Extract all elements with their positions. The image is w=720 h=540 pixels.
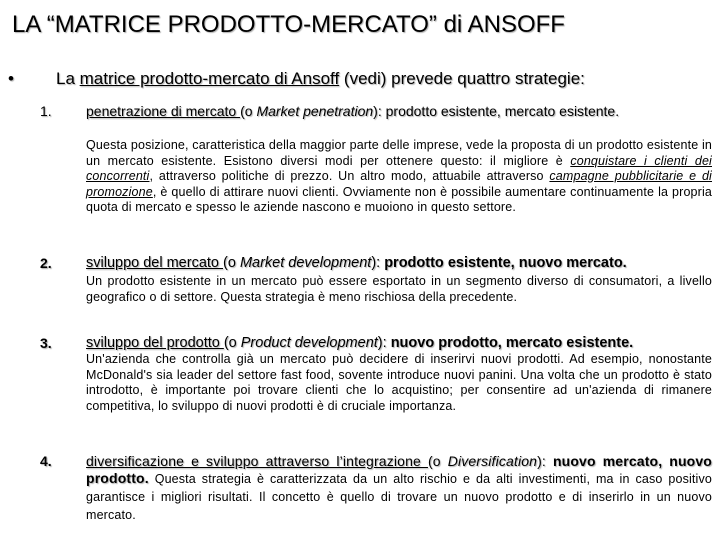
bullet-dot: •	[8, 69, 14, 88]
item-number: 4.	[40, 453, 52, 469]
item-close: ):	[371, 255, 385, 271]
item-close: ):	[377, 335, 391, 351]
item-link[interactable]: penetrazione di mercato	[86, 103, 241, 119]
item-open: (o	[223, 335, 241, 351]
item-body: Un'azienda che controlla già un mercato può decidere di inserirvi nuovi prodotti. Ad esempio, nonostante McDonald's sia leader del settore fast food, sovente introduce nuovi panini. Una volta che un prodotto è stato introdotto, è importante poi trovare clienti che lo acquistino; per consentire ad un'azienda di rimanere competitiva, lo sviluppo di nuovi prodotti è di cruciale importanza.	[86, 352, 712, 413]
item-summary: nuovo mercato, nuovo prodotto.	[86, 453, 712, 486]
ansoff-link[interactable]: matrice prodotto-mercato di Ansoff	[79, 69, 340, 88]
item-number: 2.	[40, 255, 52, 271]
item-open: (o	[427, 453, 448, 469]
item-number: 1.	[40, 103, 52, 119]
page-title: LA “MATRICE PRODOTTO-MERCATO” di ANSOFF	[12, 11, 565, 38]
intro-text	[56, 68, 585, 90]
intro-post: (vedi) prevede quattro strategie:	[339, 69, 585, 88]
item-heading	[86, 335, 706, 352]
item-english: Market development	[239, 255, 372, 271]
body-italic: conquistare i clienti dei concorrenti	[86, 153, 712, 183]
intro-pre: La	[56, 69, 80, 88]
item-summary: nuovo prodotto, mercato esistente.	[390, 335, 634, 351]
item-number: 3.	[40, 335, 52, 351]
item-body: Un prodotto esistente in un mercato può essere esportato in un segmento diverso di consumatori, a livello geografico o di settore. Questa strategia è meno rischiosa della precedente.	[86, 274, 712, 304]
item-link[interactable]: sviluppo del mercato	[86, 255, 224, 271]
body-italic: campagne pubblicitarie e di promozione	[86, 169, 712, 199]
item-close: ):	[373, 103, 386, 119]
item-open: (o	[223, 255, 240, 271]
item-link[interactable]: sviluppo del prodotto	[86, 335, 224, 351]
item-english: Product development	[240, 335, 378, 351]
item-heading	[86, 103, 706, 120]
item-body: Questa strategia è caratterizzata da un alto rischio e da alti investimenti, ma in caso positivo garantisce i migliori risultati. Il concetto è quello di trovare un nuovo prodotto e di inserirlo in un nuovo mercato.	[86, 472, 712, 522]
item-close: ):	[537, 453, 553, 469]
body-part: , attraverso politiche di prezzo. Un altro modo, attuabile attraverso	[149, 169, 550, 183]
item-summary: prodotto esistente, nuovo mercato.	[384, 255, 627, 271]
item-summary: prodotto esistente, mercato esistente.	[385, 103, 620, 119]
body-part: , è quello di attirare nuovi clienti. Ovviamente non è possibile aumentare continuamente la propria quota di mercato e spesso le aziende nascono e muoiono in questo settore.	[86, 184, 712, 214]
item-open: (o	[240, 103, 257, 119]
item-link[interactable]: diversificazione e sviluppo attraverso l’integrazione	[86, 453, 428, 469]
item-english: Market penetration	[256, 103, 374, 119]
item-heading	[86, 255, 706, 272]
item-body	[86, 138, 712, 216]
item-heading	[86, 453, 712, 524]
body-part: Questa posizione, caratteristica della maggior parte delle imprese, vede la proposta di un prodotto esistente in un mercato esistente. Esistono diversi modi per ottenere questo: il migliore è	[86, 138, 712, 168]
item-english: Diversification	[447, 453, 538, 469]
